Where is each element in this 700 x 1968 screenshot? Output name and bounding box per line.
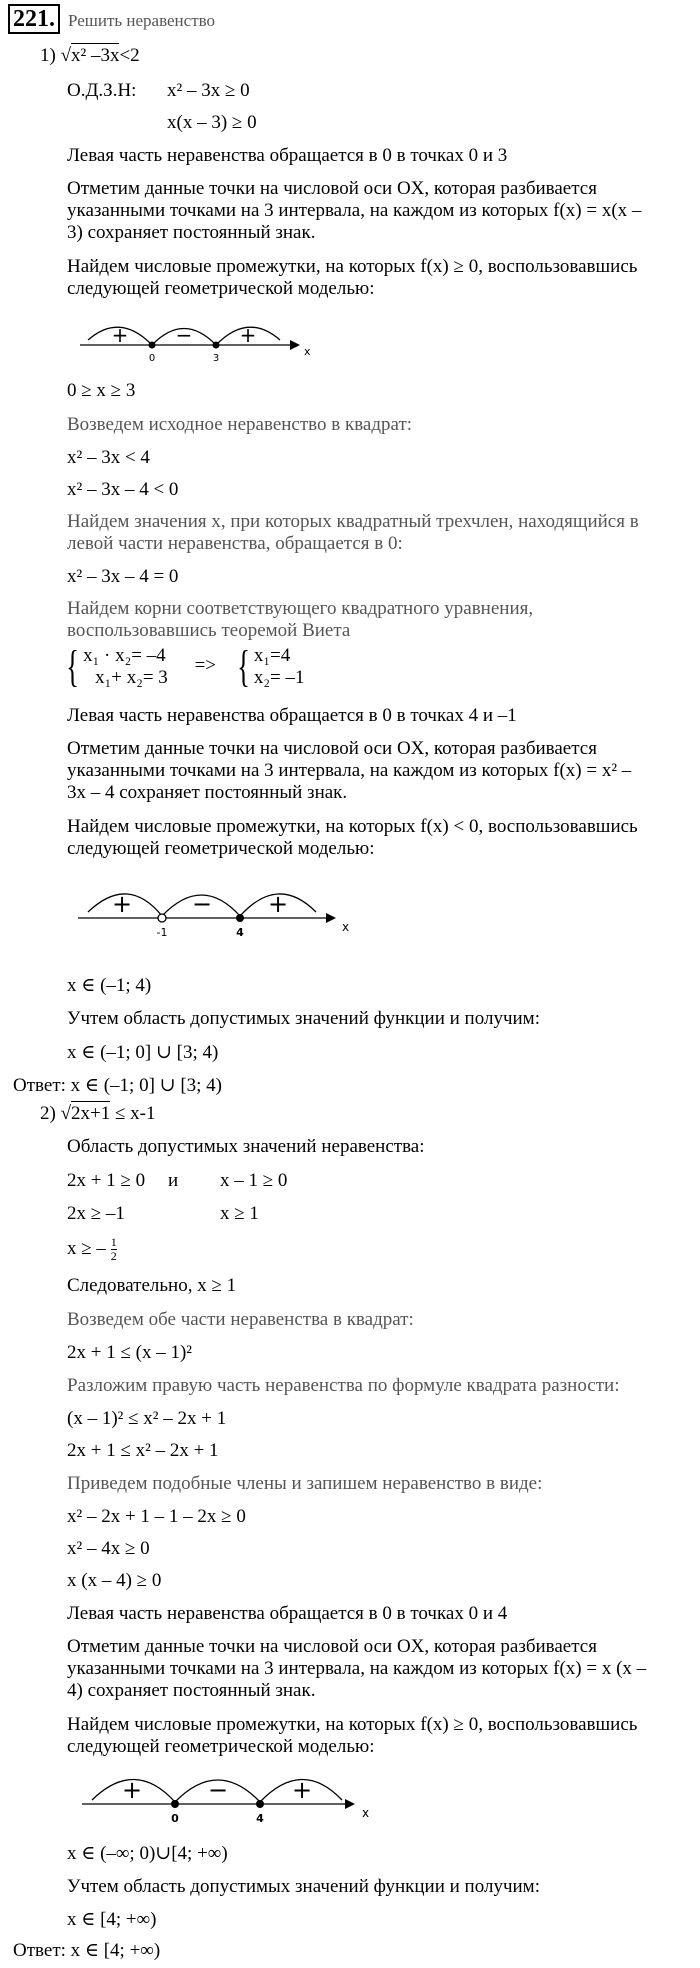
part2-radicand: 2x+1	[71, 1103, 111, 1124]
eq-3: x² – 3x – 4 = 0	[67, 566, 179, 587]
number-line-2	[78, 884, 358, 944]
point-0	[171, 1800, 179, 1808]
mark-points-1c: 3) сохраняет постоянный знак.	[67, 222, 316, 243]
label-point-1: 0	[171, 1812, 179, 1825]
eq2-5: x² – 4x ≥ 0	[67, 1538, 150, 1559]
axis-label: x	[362, 1806, 370, 1820]
mark-points-2c: 3x – 4 сохраняет постоянный знак.	[67, 782, 348, 803]
point-4	[236, 914, 244, 922]
number-line-1	[80, 318, 320, 368]
odzn-label: О.Д.З.Н:	[67, 80, 137, 101]
answer-2: Ответ: x ∈ [4; +∞)	[13, 1940, 161, 1961]
fraction-denominator: 2	[110, 1249, 117, 1263]
fraction	[111, 1236, 117, 1263]
sign-2: −	[191, 890, 213, 918]
point-4	[256, 1800, 264, 1808]
axis-arrow-icon	[326, 913, 336, 923]
sqrt-icon: √	[60, 1103, 72, 1124]
axis-arrow-icon	[345, 1799, 355, 1809]
vieta-arrow: =>	[194, 655, 216, 676]
point-minus-1	[158, 914, 166, 922]
sign-1: +	[111, 890, 133, 918]
domain-title: Область допустимых значений неравенства:	[67, 1136, 425, 1157]
eq2-1: 2x + 1 ≤ (x – 1)²	[67, 1342, 192, 1363]
therefore: Следовательно, x ≥ 1	[67, 1275, 237, 1296]
label-point-2: 3	[212, 353, 220, 364]
zeros-text-1: Левая часть неравенства обращается в 0 в точках 0 и 3	[67, 145, 508, 166]
sign-3: +	[267, 890, 289, 918]
brace-icon: {	[236, 642, 250, 691]
point-0	[149, 342, 156, 349]
find-intervals-1b: следующей геометрической моделью:	[67, 278, 375, 299]
mark-points-2b: указанными точками на 3 интервала, на каждом из которых f(x) = x² –	[67, 760, 632, 781]
square-text-1: Возведем исходное неравенство в квадрат:	[67, 414, 413, 435]
answer-1: Ответ: x ∈ (–1; 0] ∪ [3; 4)	[13, 1075, 222, 1096]
odzn-line1: x² – 3x ≥ 0	[167, 80, 250, 101]
domain-row1-right: x – 1 ≥ 0	[220, 1170, 288, 1191]
point-3	[213, 342, 220, 349]
part2-statement	[40, 1103, 156, 1125]
part2-label: 2)	[40, 1103, 56, 1124]
vieta-sys2-line1: x₁=4	[253, 645, 291, 666]
label-point-2: 4	[256, 1812, 264, 1825]
mark-points-3b: указанными точками на 3 интервала, на каждом из которых f(x) = x (x –	[67, 1658, 647, 1679]
part2-rhs: ≤ x-1	[110, 1103, 156, 1124]
sign-1: +	[121, 1776, 143, 1804]
part1-radicand: x² –3x	[71, 45, 120, 66]
fraction-numerator: 1	[110, 1235, 117, 1249]
zeros-text-3: Левая часть неравенства обращается в 0 в точках 0 и 4	[67, 1603, 508, 1624]
vieta-system	[62, 642, 305, 691]
task-title: Решить неравенство	[68, 11, 216, 30]
axis-label: x	[342, 920, 350, 934]
mark-points-2a: Отметим данные точки на числовой оси OX, которая разбивается	[67, 738, 597, 759]
zeros-text-2: Левая часть неравенства обращается в 0 в точках 4 и –1	[67, 705, 517, 726]
vieta-sys1-line1: x₁ · x₂= –4	[83, 645, 166, 666]
number-line-3	[80, 1770, 370, 1830]
vieta-text-b: воспользовавшись теоремой Виета	[67, 620, 351, 641]
sign-2: −	[207, 1776, 229, 1804]
sqrt-icon: √	[60, 45, 72, 66]
sign-1: +	[111, 323, 129, 347]
domain-row2-left: 2x ≥ –1	[67, 1203, 125, 1224]
sign-3: +	[291, 1776, 313, 1804]
vieta-sys1-line2: x₁+ x₂= 3	[95, 667, 168, 688]
result2-2: x ∈ [4; +∞)	[67, 1909, 157, 1930]
domain-row2-right: x ≥ 1	[220, 1203, 259, 1224]
domain-row3	[67, 1236, 117, 1263]
eq2-6: x (x – 4) ≥ 0	[67, 1570, 162, 1591]
domain-and: и	[168, 1170, 179, 1191]
problem-number: 221.	[8, 4, 60, 34]
mark-points-1b: указанными точками на 3 интервала, на каждом из которых f(x) = x(x –	[67, 200, 642, 221]
brace-icon: {	[66, 642, 79, 691]
label-point-2: 4	[236, 926, 244, 939]
mark-points-3c: 4) сохраняет постоянный знак.	[67, 1680, 316, 1701]
find-intervals-2b: следующей геометрической моделью:	[67, 838, 375, 859]
eq-2: x² – 3x – 4 < 0	[67, 479, 179, 500]
mark-points-1a: Отметим данные точки на числовой оси OX, которая разбивается	[67, 178, 597, 199]
result2-1: x ∈ (–∞; 0)∪[4; +∞)	[67, 1843, 228, 1864]
axis-label: x	[304, 345, 311, 358]
eq2-3: 2x + 1 ≤ x² – 2x + 1	[67, 1440, 219, 1461]
find-zeros-b: левой части неравенства, обращается в 0:	[67, 533, 403, 554]
vieta-text-a: Найдем корни соответствующего квадратного уравнения,	[67, 598, 534, 619]
result-3: x ∈ (–1; 0] ∪ [3; 4)	[67, 1042, 219, 1063]
sign-3: +	[239, 323, 257, 347]
find-intervals-2a: Найдем числовые промежутки, на которых f(x) < 0, воспользовавшись	[67, 816, 638, 837]
consider-domain-1: Учтем область допустимых значений функции и получим:	[67, 1008, 540, 1029]
axis-arrow-icon	[290, 340, 300, 350]
vieta-sys2-line2: x₂= –1	[253, 667, 305, 688]
eq-1: x² – 3x < 4	[67, 447, 150, 468]
odzn-line2: x(x – 3) ≥ 0	[167, 112, 257, 133]
result-2: x ∈ (–1; 4)	[67, 975, 152, 996]
expand-text: Разложим правую часть неравенства по формуле квадрата разности:	[67, 1375, 620, 1396]
eq2-2: (x – 1)² ≤ x² – 2x + 1	[67, 1408, 227, 1429]
label-point-1: 0	[148, 353, 156, 364]
part1-rhs: <2	[119, 45, 140, 66]
label-point-1: -1	[156, 926, 168, 939]
part1-statement	[40, 45, 140, 67]
square-text-2: Возведем обе части неравенства в квадрат:	[67, 1309, 414, 1330]
sign-2: −	[175, 323, 193, 347]
find-zeros-a: Найдем значения x, при которых квадратный трехчлен, находящийся в	[67, 511, 639, 532]
domain-row3-left: x ≥ –	[67, 1237, 106, 1259]
result-1: 0 ≥ x ≥ 3	[67, 380, 136, 401]
find-intervals-1a: Найдем числовые промежутки, на которых f(x) ≥ 0, воспользовавшись	[67, 256, 638, 277]
collect-text: Приведем подобные члены и запишем неравенство в виде:	[67, 1473, 543, 1494]
mark-points-3a: Отметим данные точки на числовой оси OX, которая разбивается	[67, 1636, 597, 1657]
find-intervals-3a: Найдем числовые промежутки, на которых f(x) ≥ 0, воспользовавшись	[67, 1714, 638, 1735]
consider-domain-2: Учтем область допустимых значений функции и получим:	[67, 1876, 540, 1897]
eq2-4: x² – 2x + 1 – 1 – 2x ≥ 0	[67, 1506, 246, 1527]
domain-row1-left: 2x + 1 ≥ 0	[67, 1170, 146, 1191]
find-intervals-3b: следующей геометрической моделью:	[67, 1736, 375, 1757]
part1-label: 1)	[40, 45, 56, 66]
